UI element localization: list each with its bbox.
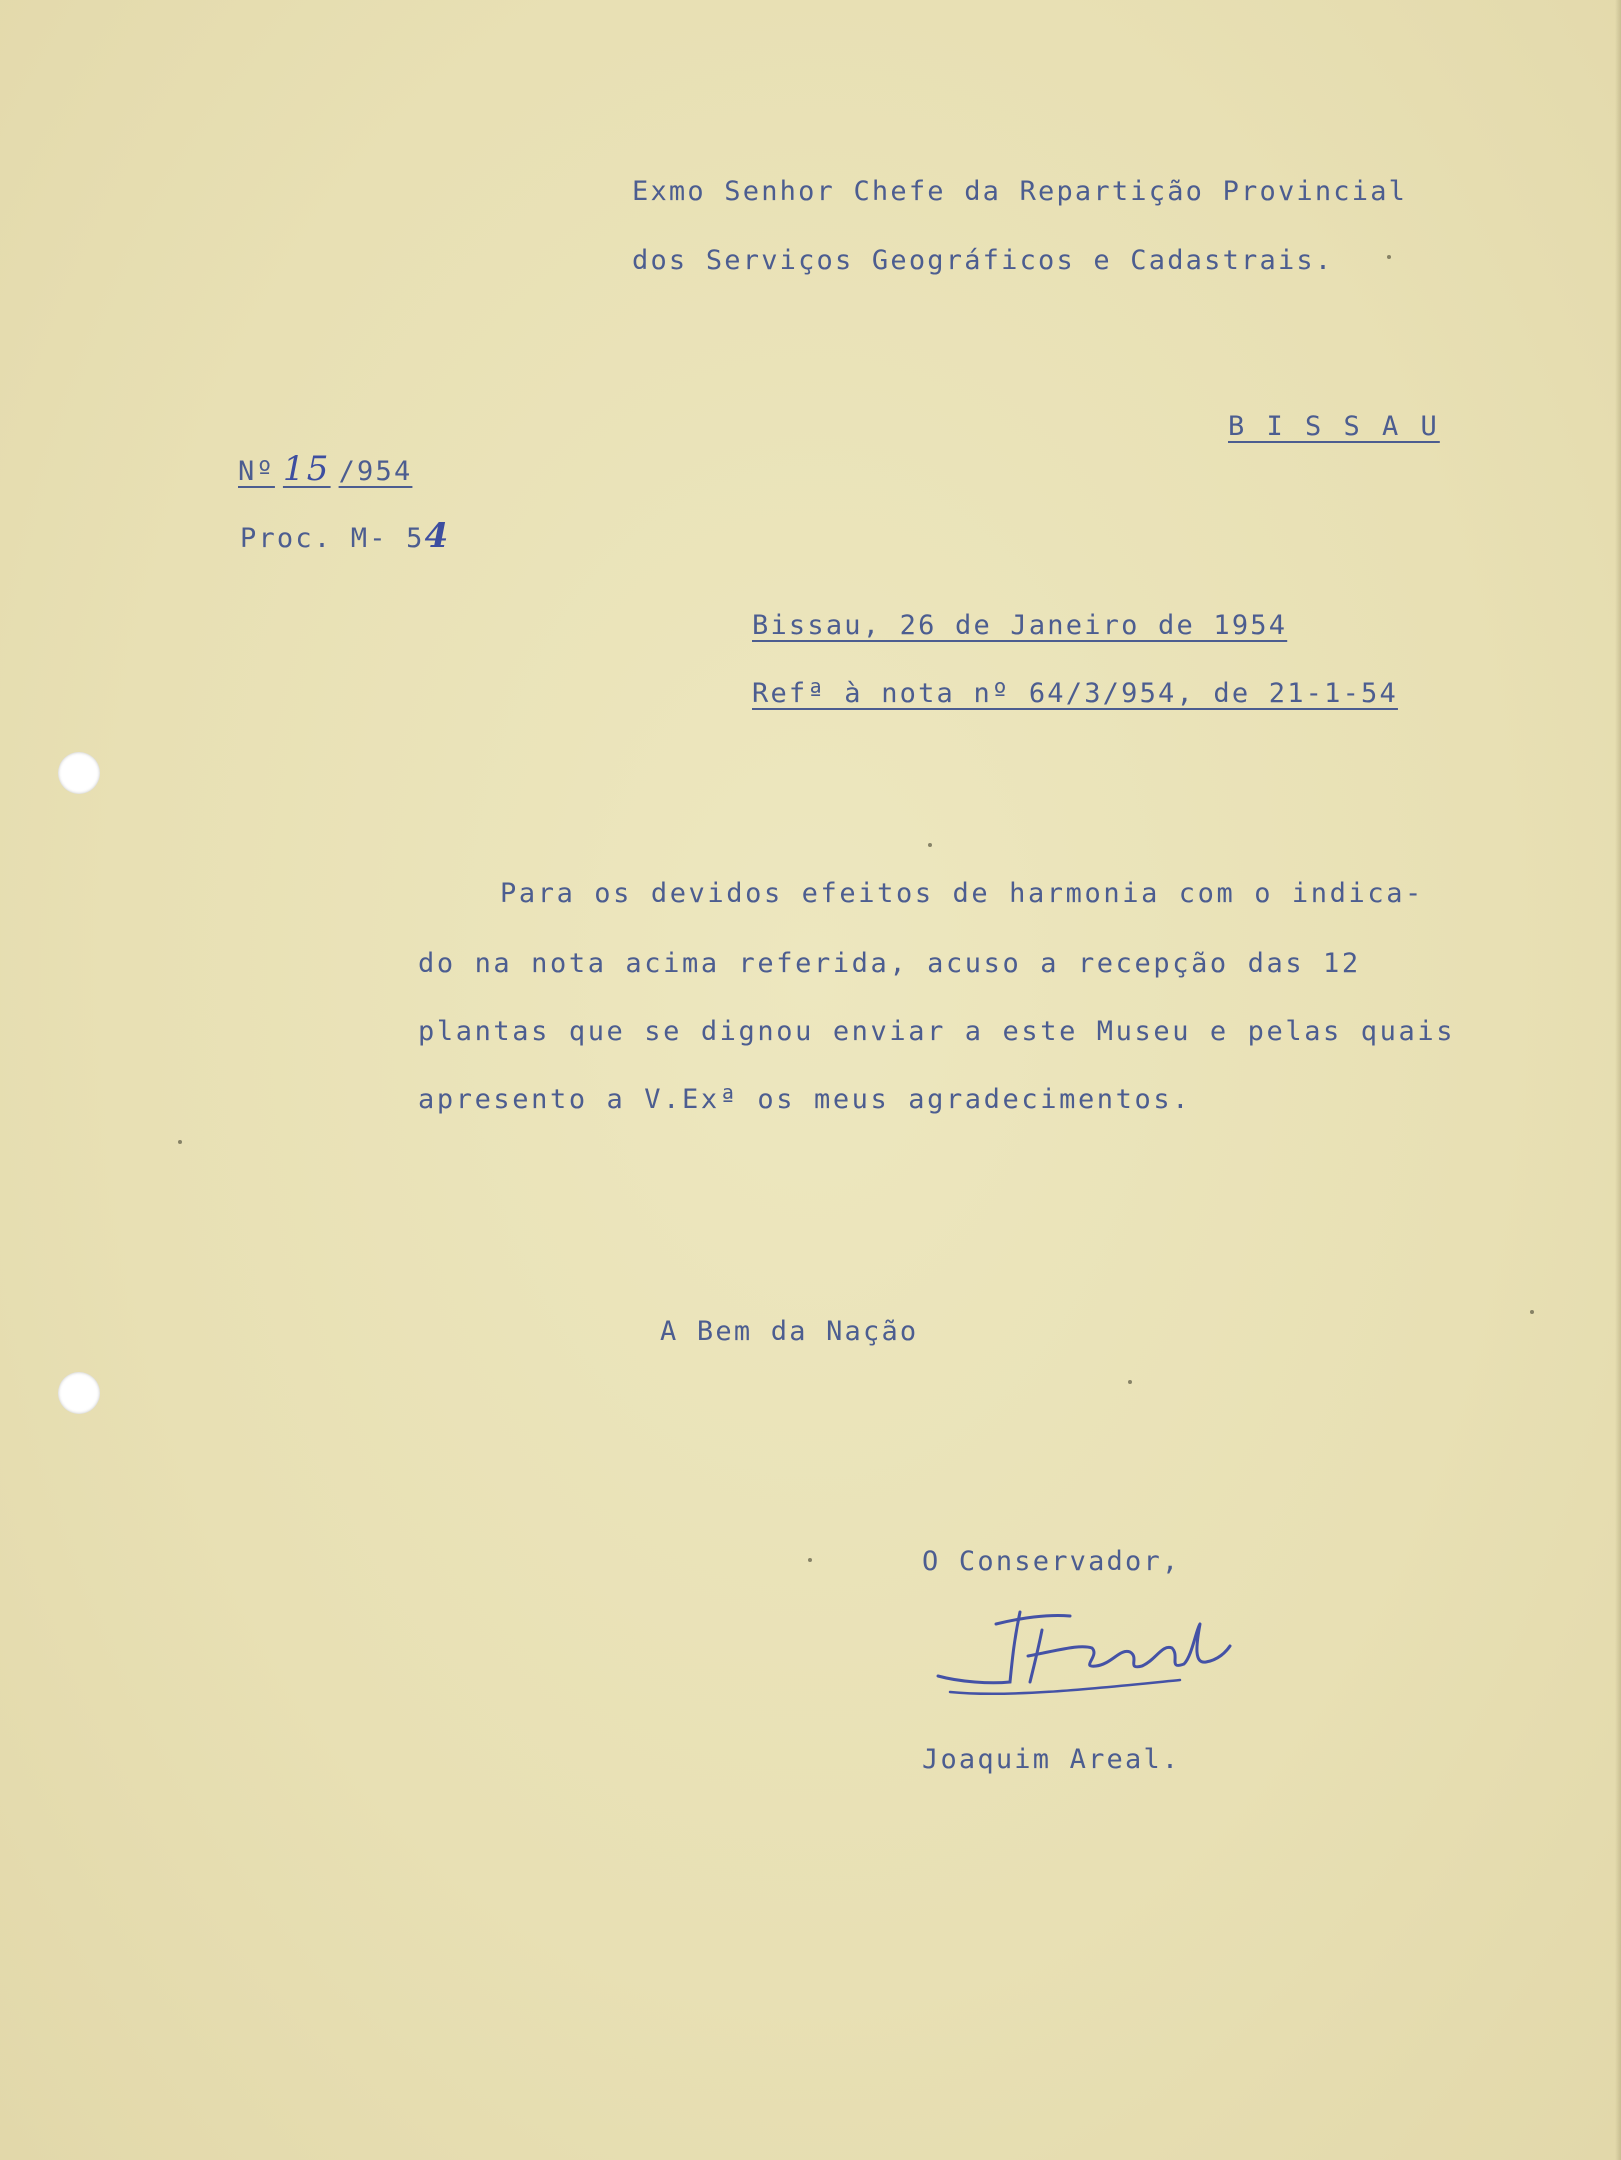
process-reference xyxy=(240,516,451,556)
punch-hole-lower xyxy=(58,1372,100,1414)
paper-speck xyxy=(178,1140,182,1144)
signer-name: Joaquim Areal. xyxy=(922,1744,1181,1775)
addressee-line-1: Exmo Senhor Chefe da Repartição Provincial xyxy=(632,176,1408,207)
number-handwritten: 15 xyxy=(282,449,331,489)
body-line-2: do na nota acima referida, acuso a recepção das 12 xyxy=(418,948,1361,979)
body-line-4: apresento a V.Exª os meus agradecimentos. xyxy=(418,1084,1192,1115)
number-prefix: Nº xyxy=(238,456,275,487)
paper-speck xyxy=(808,1558,812,1562)
date-line: Bissau, 26 de Janeiro de 1954 xyxy=(752,610,1288,641)
process-label: Proc. M- 5 xyxy=(240,523,425,554)
addressee-line-2: dos Serviços Geográficos e Cadastrais. xyxy=(632,245,1334,276)
city-header: B I S S A U xyxy=(1228,411,1440,442)
process-handwritten: 4 xyxy=(424,516,451,556)
paper-speck xyxy=(1387,255,1391,259)
paper-speck xyxy=(928,843,932,847)
document-number xyxy=(238,449,413,489)
closing-salutation: A Bem da Nação xyxy=(660,1316,919,1347)
paper-speck xyxy=(1530,1310,1534,1314)
reference-line: Refª à nota nº 64/3/954, de 21-1-54 xyxy=(752,678,1398,709)
body-line-3: plantas que se dignou enviar a este Museu e pelas quais xyxy=(418,1016,1456,1047)
body-line-1: Para os devidos efeitos de harmonia com o indica- xyxy=(500,878,1424,909)
paper-speck xyxy=(1128,1380,1132,1384)
signer-title: O Conservador, xyxy=(922,1546,1181,1577)
punch-hole-upper xyxy=(58,752,100,794)
number-suffix: /954 xyxy=(338,456,413,487)
signature-mark xyxy=(930,1600,1240,1710)
